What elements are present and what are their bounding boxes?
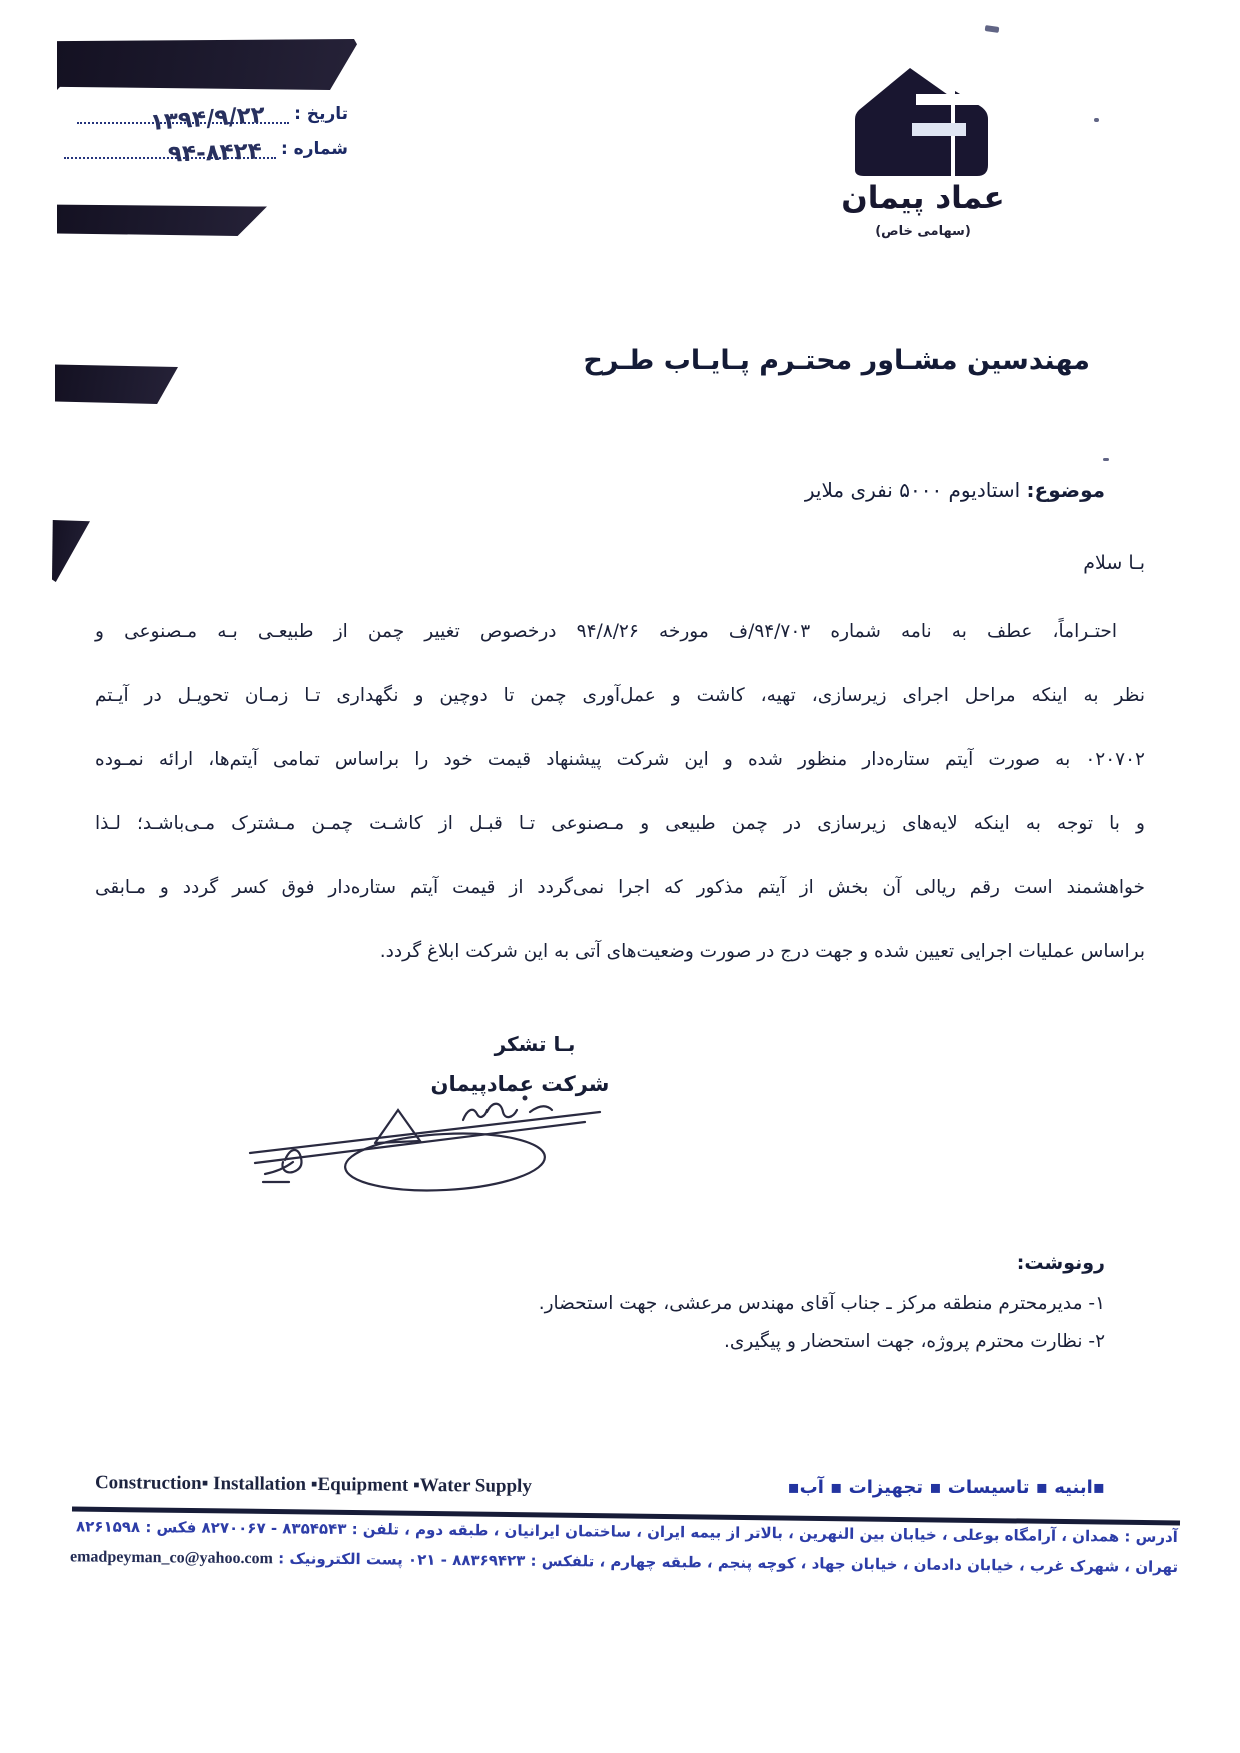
services-english: Construction▪ Installation ▪Equipment ▪Water Supply [94, 1472, 532, 1497]
company-logo-icon [850, 64, 992, 182]
address-line-tehran [70, 1547, 1178, 1577]
date-label: تاریخ : [294, 104, 348, 124]
letter-body [95, 600, 1145, 984]
signing-company: شرکت عمادپیمان [430, 1072, 610, 1096]
cc-label: رونوشت: [1016, 1252, 1105, 1274]
body-line: احتـراماً، عطف به نامه شماره ۹۴/۷۰۳/ف مورخه ۹۴/۸/۲۶ درخصوص تغییر چمن از طبیعـی بـه مـصنوعی و [95, 621, 1117, 642]
handwritten-number-value: ۹۴-۸۴۲۴ [167, 138, 263, 168]
address-tehran-text: تهران ، شهرک غرب ، خیابان دادمان ، خیابان جهاد ، کوچه پنجم ، طبقه چهارم ، تلفکس : ۸۸۳۶۹۴۲۳ - ۰۲۱ پست الکترونیک : [272, 1549, 1179, 1576]
number-label: شماره : [280, 139, 348, 159]
scan-speck [1103, 458, 1109, 461]
subject-label: موضوع: [1026, 478, 1105, 502]
subject-line [805, 478, 1105, 502]
handwritten-date-value: ۱۳۹۴/۹/۲۲ [149, 102, 266, 136]
body-line: براساس عملیات اجرایی تعیین شده و جهت درج در صورت وضعیت‌های آتی به این شرکت ابلاغ گردد. [379, 941, 1145, 962]
email-address: emadpeyman_co@yahoo.com [69, 1548, 273, 1568]
scan-artifact-band [57, 38, 357, 90]
closing-thanks: بـا تشکر [494, 1032, 576, 1056]
body-line: و با توجه به اینکه لایه‌های زیرسازی در چمن طبیعی و مـصنوعی تـا قبـل از کاشـت چمـن مـشترک مـی‌باشـد؛ لـذا [95, 813, 1145, 834]
recipient-title: مهندسین مشـاور محتـرم پـایـاب طـرح [583, 345, 1090, 376]
cc-item: ۲- نظارت محترم پروژه، جهت استحضار و پیگیری. [723, 1331, 1105, 1352]
body-line: نظر به اینکه مراحل اجرای زیرسازی، تهیه، کاشت و عمل‌آوری چمن تا دوچین و نگهداری تـا زمـان تحویـل در آیـتم [95, 685, 1145, 706]
services-persian: ▪ابنیه ▪ تاسیسات ▪ تجهیزات ▪ آب▪ [787, 1477, 1105, 1498]
subject-value: استادیوم ۵۰۰۰ نفری ملایر [804, 478, 1027, 502]
body-line: ۰۲۰۷۰۲ به صورت آیتم ستاره‌دار منظور شده و این شرکت پیشنهاد قیمت خود را براساس تمامی آیتم‌ها، ارائه نمـوده [95, 749, 1145, 770]
scan-artifact-band [57, 204, 267, 236]
scan-speck [1094, 118, 1099, 122]
cc-item: ۱- مدیرمحترم منطقه مرکز ـ جناب آقای مهندس مرعشی، جهت استحضار. [538, 1293, 1105, 1314]
salutation: بـا سلام [1083, 552, 1145, 574]
company-type: (سهامی خاص) [875, 224, 971, 239]
scan-speck [985, 25, 1000, 33]
handwritten-signature [225, 1082, 605, 1217]
body-line: خواهشمند است رقم ریالی آن بخش از آیتم مذکور که اجرا نمی‌گردد از قیمت آیتم ستاره‌دار فوق کسر گردد و مـابقی [95, 877, 1145, 898]
address-line-hamedan: آدرس : همدان ، آرامگاه بوعلی ، خیابان بین النهرین ، بالاتر از بیمه ایران ، ساختمان ایرانیان ، طبقه دوم ، تلفن : ۸۳۵۴۵۴۳ - ۸۲۷۰۰۶۷ فکس : ۸۲۶۱۵۹۸ [76, 1517, 1179, 1546]
scan-artifact-band [55, 362, 178, 404]
scan-artifact-triangle [52, 520, 90, 582]
company-name: عماد پیمان [841, 180, 1005, 216]
